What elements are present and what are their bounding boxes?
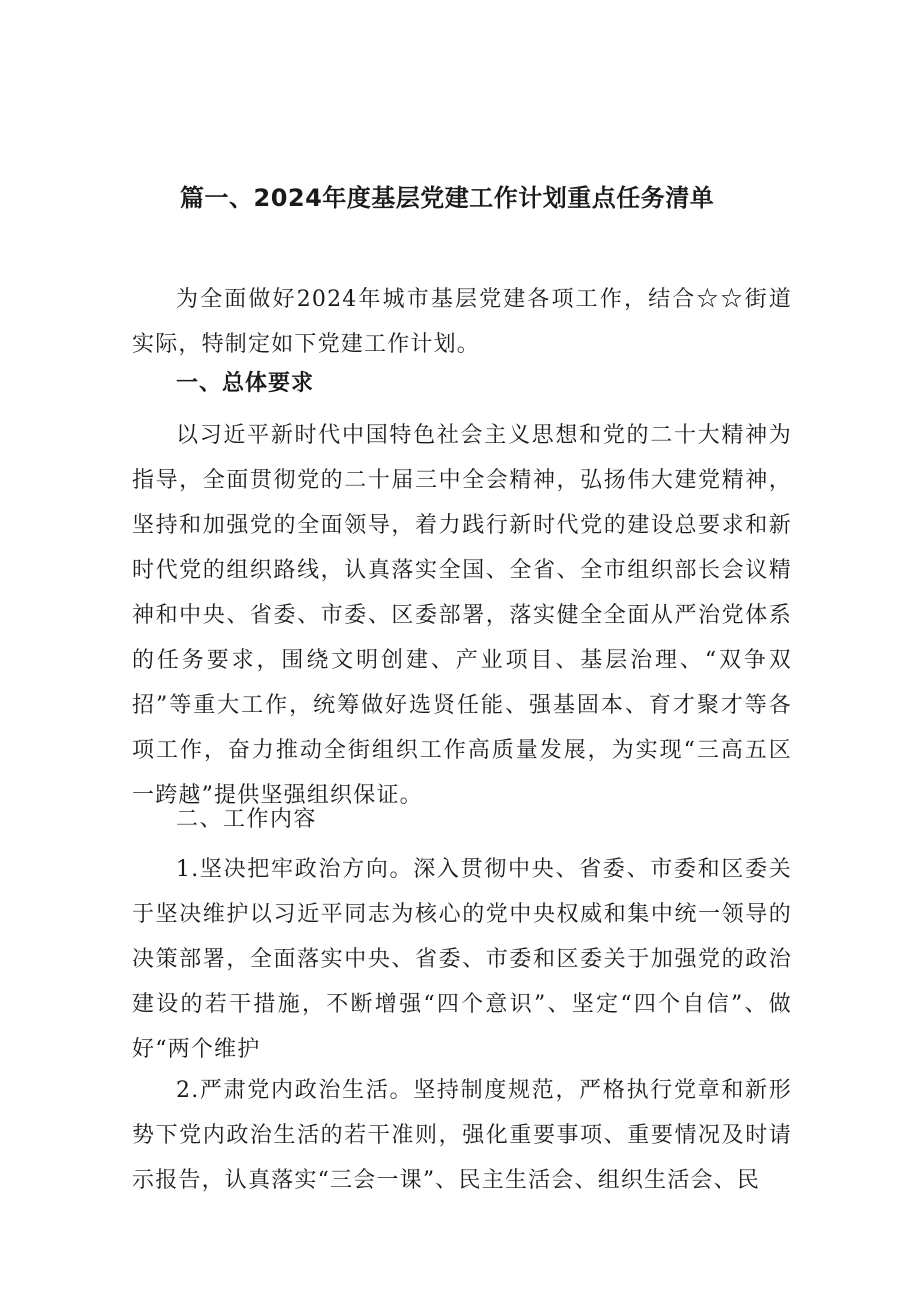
- work-item-1-paragraph: 1.坚决把牢政治方向。深入贯彻中央、省委、市委和区委关于坚决维护以习近平同志为核心的党中央权威和集中统一领导的决策部署，全面落实中央、省委、市委和区委关于加强党的政治建设的若干措施，不断增强“四个意识”、坚定“四个自信”、做好“两个维护: [132, 857, 792, 1062]
- intro-paragraph: 为全面做好2024年城市基层党建各项工作，结合☆☆街道实际，特制定如下党建工作计划。: [132, 287, 792, 357]
- section-heading-work-content: 二、工作内容: [176, 807, 318, 832]
- work-item-2-paragraph: 2.严肃党内政治生活。坚持制度规范，严格执行党章和新形势下党内政治生活的若干准则，强化重要事项、重要情况及时请示报告，认真落实“三会一课”、民主生活会、组织生活会、民: [132, 1078, 792, 1193]
- section-heading-overall-requirements: 一、总体要求: [176, 371, 315, 396]
- overall-requirements-paragraph: 以习近平新时代中国特色社会主义思想和党的二十大精神为指导，全面贯彻党的二十届三中全会精神，弘扬伟大建党精神，坚持和加强党的全面领导，着力践行新时代党的建设总要求和新时代党的组织路线，认真落实全国、全省、全市组织部长会议精神和中央、省委、市委、区委部署，落实健全全面从严治党体系的任务要求，围绕文明创建、产业项目、基层治理、“双争双招”等重大工作，统筹做好选贤任能、强基固本、育才聚才等各项工作，奋力推动全街组织工作高质量发展，为实现“三高五区一跨越”提供坚强组织保证。: [132, 423, 792, 808]
- document-title: 篇一、2024年度基层党建工作计划重点任务清单: [180, 184, 715, 212]
